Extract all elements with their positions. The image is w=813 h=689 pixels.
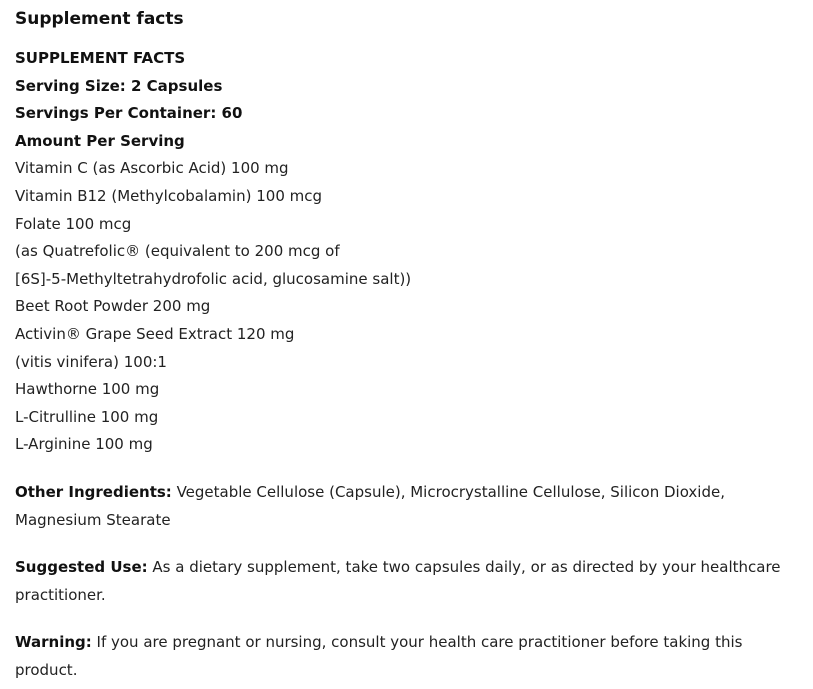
supplement-facts-panel <box>15 45 798 459</box>
ingredient-line: [6S]-5-Methyltetrahydrofolic acid, glucosamine salt)) <box>15 269 412 288</box>
ingredient-line: Activin® Grape Seed Extract 120 mg <box>15 324 295 343</box>
suggested-use-text: As a dietary supplement, take two capsules daily, or as directed by your healthcare practitioner. <box>15 557 781 604</box>
ingredient-line: L-Arginine 100 mg <box>15 435 153 454</box>
other-ingredients-text: Vegetable Cellulose (Capsule), Microcrystalline Cellulose, Silicon Dioxide, Magnesium Stearate <box>15 482 725 529</box>
ingredient-line: (vitis vinifera) 100:1 <box>15 352 167 371</box>
suggested-use-label: Suggested Use: <box>15 557 148 576</box>
ingredient-line: L-Citrulline 100 mg <box>15 407 159 426</box>
ingredient-line: Beet Root Powder 200 mg <box>15 297 211 316</box>
serving-size: Serving Size: 2 Capsules <box>15 76 223 95</box>
suggested-use <box>15 553 798 609</box>
facts-title: SUPPLEMENT FACTS <box>15 49 186 67</box>
ingredient-line: (as Quatrefolic® (equivalent to 200 mcg of <box>15 242 340 261</box>
warning-label: Warning: <box>15 632 92 651</box>
ingredient-line: Vitamin C (as Ascorbic Acid) 100 mg <box>15 159 289 178</box>
ingredient-line: Vitamin B12 (Methylcobalamin) 100 mcg <box>15 186 323 205</box>
servings-per-container: Servings Per Container: 60 <box>15 104 243 123</box>
ingredient-line: Hawthorne 100 mg <box>15 380 160 399</box>
ingredient-line: Folate 100 mcg <box>15 214 132 233</box>
amount-per-serving: Amount Per Serving <box>15 131 185 150</box>
other-ingredients <box>15 478 798 534</box>
other-ingredients-label: Other Ingredients: <box>15 482 172 501</box>
section-heading: Supplement facts <box>15 9 184 29</box>
warning-text: If you are pregnant or nursing, consult your health care practitioner before taking this product. <box>15 632 743 679</box>
warning <box>15 628 798 684</box>
